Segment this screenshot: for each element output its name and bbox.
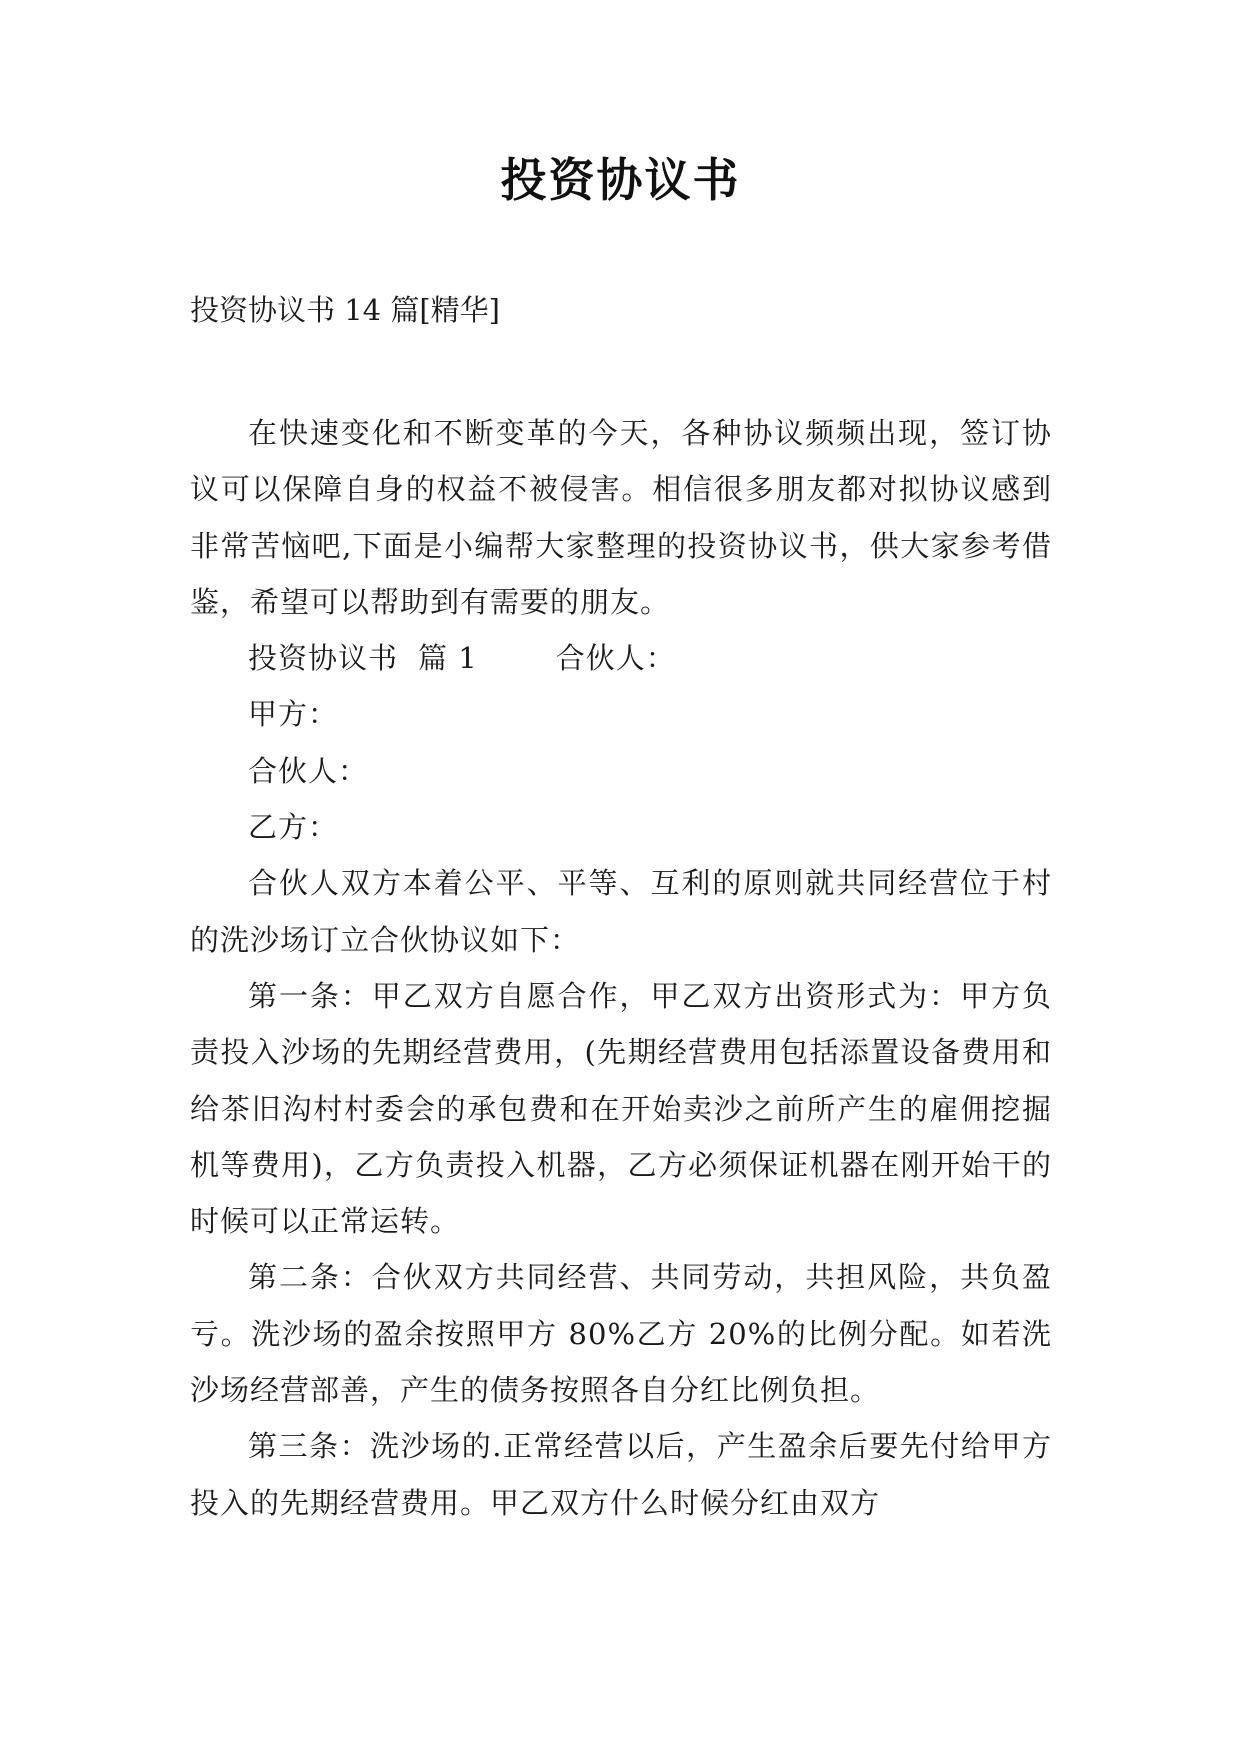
- document-subtitle: 投资协议书 14 篇[精华]: [190, 293, 500, 327]
- party-a-line: 甲方：: [248, 697, 339, 732]
- section-heading: [190, 630, 1052, 686]
- intro-paragraph: 在快速变化和不断变革的今天，各种协议频频出现，签订协议可以保障自身的权益不被侵害。相信很多朋友都对拟协议感到非常苦恼吧,下面是小编帮大家整理的投资协议书，供大家参考借鉴，希望可以帮助到有需要的朋友。: [190, 416, 1052, 619]
- preamble-paragraph: 合伙人双方本着公平、平等、互利的原则就共同经营位于村的洗沙场订立合伙协议如下：: [190, 866, 1052, 957]
- partner-line: 合伙人：: [248, 753, 369, 788]
- document-body: [190, 405, 1052, 1531]
- section-heading-name: 投资协议书: [248, 641, 399, 676]
- section-heading-label: 合伙人：: [555, 641, 676, 676]
- party-b-line: 乙方：: [248, 810, 339, 845]
- document-title: 投资协议书: [500, 153, 741, 207]
- article-3-paragraph: 第三条：洗沙场的.正常经营以后，产生盈余后要先付给甲方投入的先期经营费用。甲乙双方什么时候分红由双方: [190, 1429, 1052, 1520]
- article-2-paragraph: 第二条：合伙双方共同经营、共同劳动，共担风险，共负盈亏。洗沙场的盈余按照甲方 80%乙方 20%的比例分配。如若洗沙场经营部善，产生的债务按照各自分红比例负担。: [190, 1260, 1052, 1408]
- section-heading-number: 篇 1: [418, 641, 478, 676]
- article-1-paragraph: 第一条：甲乙双方自愿合作，甲乙双方出资形式为：甲方负责投入沙场的先期经营费用，(先期经营费用包括添置设备费用和给茶旧沟村村委会的承包费和在开始卖沙之前所产生的雇佣挖掘机等费用)，乙方负责投入机器，乙方必须保证机器在刚开始干的时候可以正常运转。: [190, 978, 1052, 1239]
